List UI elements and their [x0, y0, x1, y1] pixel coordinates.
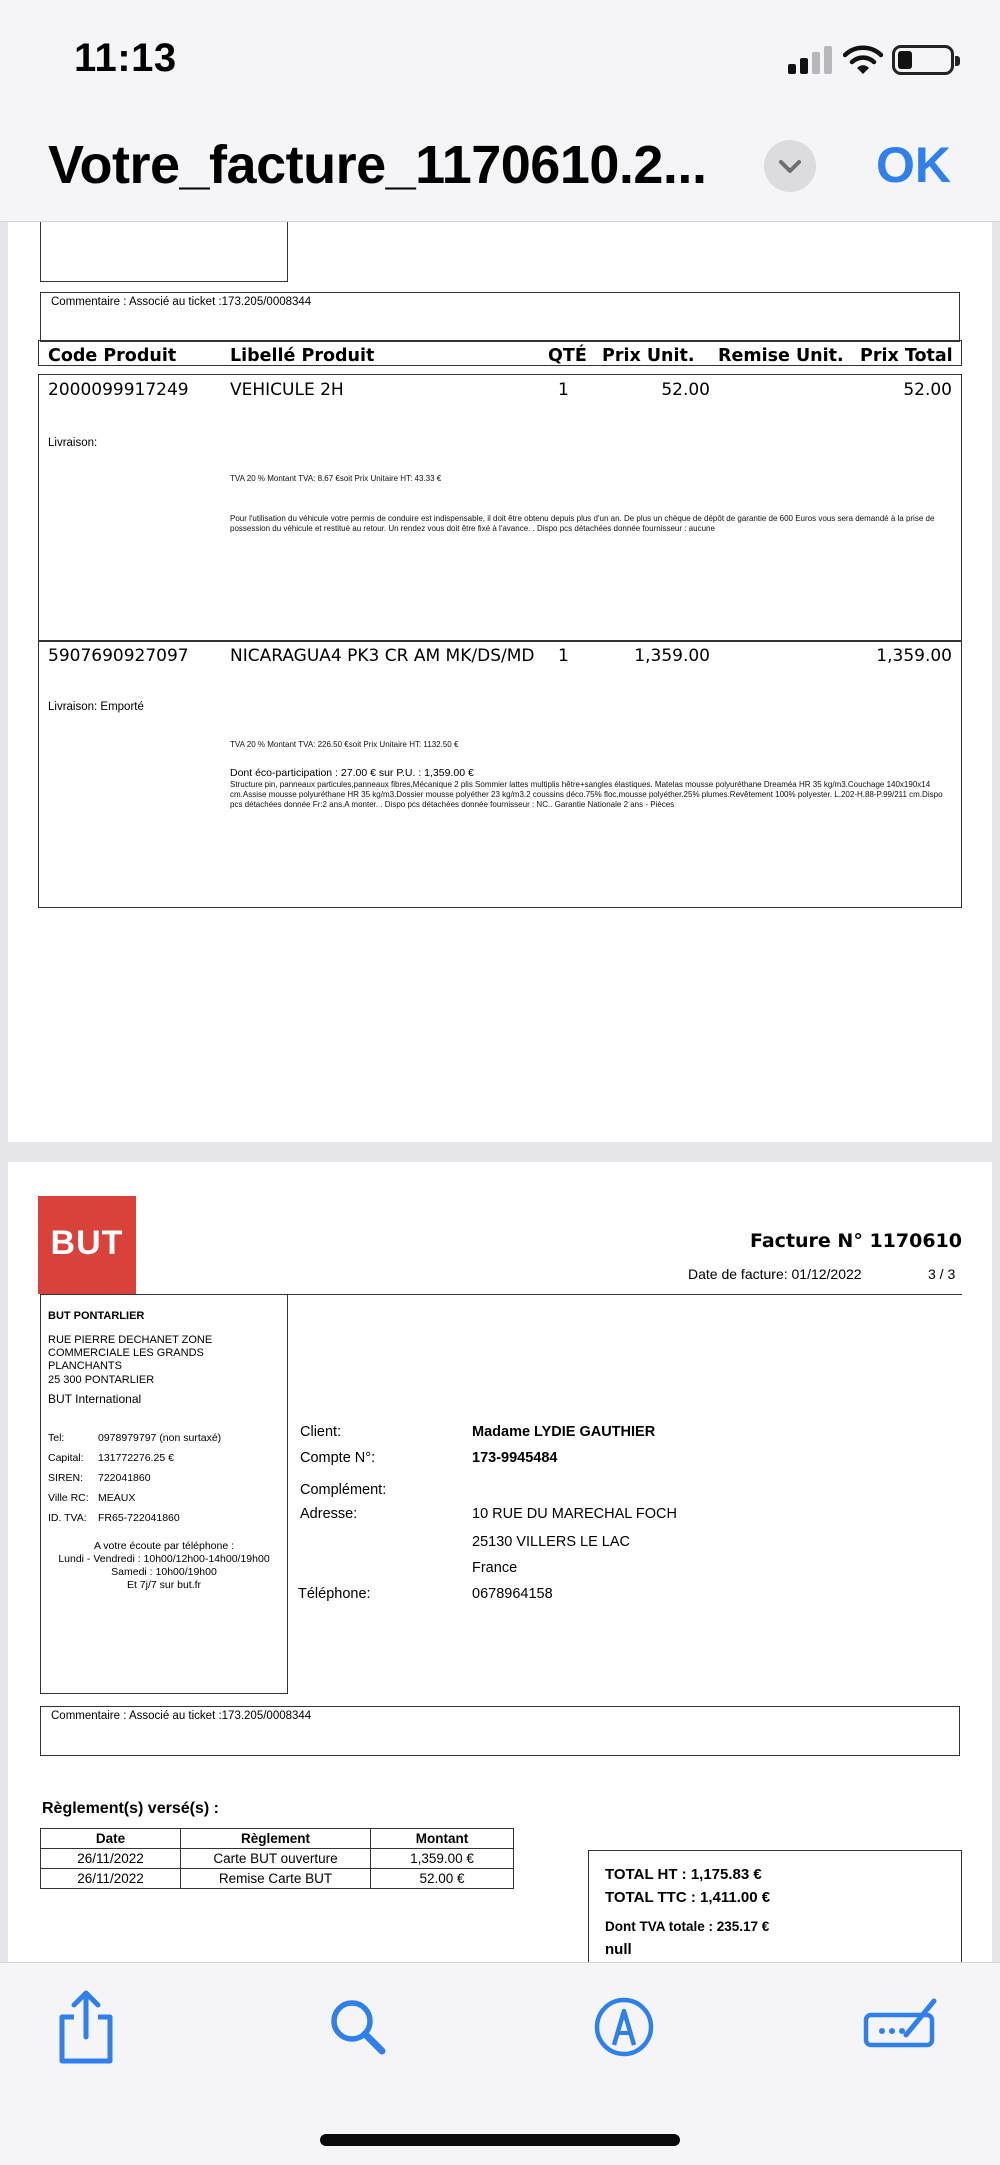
- client-label: Téléphone:: [298, 1586, 371, 1602]
- comment-box: [40, 292, 960, 342]
- store-capital: 131772276.25 €: [98, 1452, 174, 1464]
- delivery-label: Livraison:: [48, 437, 98, 449]
- client-label: Compte N°:: [300, 1450, 376, 1466]
- comment-text: Commentaire : Associé au ticket :173.205/0008344: [51, 1710, 312, 1722]
- status-time: 11:13: [74, 36, 177, 80]
- client-phone: 0678964158: [472, 1586, 553, 1602]
- column-header: Libellé Produit: [230, 346, 375, 366]
- product-total: 52.00: [903, 380, 952, 400]
- client-label: Complément:: [300, 1482, 387, 1498]
- column-header: Prix Unit.: [602, 346, 695, 366]
- search-icon: [318, 1987, 398, 2067]
- invoice-title: Facture N° 1170610: [750, 1230, 962, 1252]
- eco-participation: Dont éco-participation : 27.00 € sur P.U. : 1,359.00 €: [230, 767, 474, 779]
- product-unit-price: 52.00: [661, 380, 710, 400]
- store-label: Tel:: [48, 1432, 65, 1444]
- but-logo: BUT: [38, 1196, 136, 1294]
- table-row: 26/11/2022 Carte BUT ouverture 1,359.00 €: [41, 1849, 514, 1869]
- document-page-3: [8, 1162, 992, 1962]
- column-header: Code Produit: [48, 346, 177, 366]
- total-ht: TOTAL HT : 1,175.83 €: [605, 1866, 762, 1883]
- store-siren: 722041860: [98, 1472, 151, 1484]
- document-viewer[interactable]: [0, 222, 1000, 1962]
- product-tva: TVA 20 % Montant TVA: 226.50 €soit Prix Unitaire HT: 1132.50 €: [230, 740, 459, 749]
- product-note: Pour l'utilisation du véhicule votre permis de conduire est indispensable, il doit être obtenu depuis plus d'un an. De plus un chèque de dépôt de garantie de 600 Euros vous sera demandé à la prise de possession du véhicule et restitué au retour. Un rendez vous doit être fixé à l'avance. . Dispo pcs détachées donnée fournisseur : aucune: [230, 514, 935, 533]
- client-label: Client:: [300, 1424, 342, 1440]
- product-total: 1,359.00: [876, 646, 952, 666]
- markup-button[interactable]: [584, 1987, 664, 2067]
- client-account: 173-9945484: [472, 1450, 558, 1466]
- battery-icon: [892, 45, 954, 75]
- signature-icon: [862, 1987, 942, 2067]
- page-number: 3 / 3: [928, 1266, 956, 1282]
- signature-button[interactable]: [862, 1987, 942, 2067]
- wifi-icon: [843, 44, 883, 76]
- cellular-signal-icon: [788, 46, 834, 74]
- ok-button[interactable]: OK: [876, 137, 951, 193]
- product-code: 2000099917249: [48, 380, 189, 400]
- table-row: Date Règlement Montant: [41, 1829, 514, 1849]
- address-box-tail: [40, 222, 288, 282]
- share-icon: [46, 1987, 126, 2067]
- comment-text: Commentaire : Associé au ticket :173.205/0008344: [51, 296, 312, 308]
- store-rc: MEAUX: [98, 1492, 136, 1504]
- client-address: 25130 VILLERS LE LAC: [472, 1534, 630, 1550]
- product-label: VEHICULE 2H: [230, 380, 344, 400]
- search-button[interactable]: [318, 1987, 398, 2067]
- document-title: Votre_facture_1170610.2...: [48, 135, 707, 195]
- column-header: Prix Total: [860, 346, 953, 366]
- markup-pen-icon: [584, 1987, 664, 2067]
- store-label: Capital:: [48, 1452, 84, 1464]
- delivery-label: Livraison: Emporté: [48, 701, 144, 713]
- client-label: Adresse:: [300, 1506, 358, 1522]
- invoice-date: Date de facture: 01/12/2022: [688, 1266, 862, 1282]
- total-tva: Dont TVA totale : 235.17 €: [605, 1919, 770, 1934]
- product-tva: TVA 20 % Montant TVA: 8.67 €soit Prix Unitaire HT: 43.33 €: [230, 474, 442, 483]
- client-name: Madame LYDIE GAUTHIER: [472, 1424, 656, 1440]
- column-header: QTÉ: [548, 346, 587, 366]
- comment-box: [40, 1706, 960, 1756]
- store-hours: A votre écoute par téléphone : Lundi - Vendredi : 10h00/12h00-14h00/19h00 Samedi : 10h00/19h00 Et 7j/7 sur but.fr: [58, 1540, 270, 1591]
- chevron-down-icon: [776, 154, 804, 178]
- product-label: NICARAGUA4 PK3 CR AM MK/DS/MD: [230, 646, 535, 666]
- product-qty: 1: [558, 646, 569, 666]
- store-label: Ville RC:: [48, 1492, 89, 1504]
- product-code: 5907690927097: [48, 646, 189, 666]
- document-page-2: [8, 222, 992, 1142]
- column-header: Remise Unit.: [718, 346, 844, 366]
- status-bar: [0, 0, 1000, 120]
- table-row: [38, 640, 962, 908]
- product-unit-price: 1,359.00: [634, 646, 710, 666]
- total-extra: null: [605, 1941, 632, 1958]
- title-menu-button[interactable]: [764, 140, 816, 192]
- product-qty: 1: [558, 380, 569, 400]
- product-note: Structure pin, panneaux particules,panneaux fibres,Mécanique 2 plis Sommier lattes multiplis hêtre+sangles élastiques. Matelas mousse polyuréthane Dreaméa HR 35 kg/m3.Couchage 140x190x14 cm.Assise mousse polyuréthane HR 35 kg/m3.Dossier mousse polyéther 23 kg/m3.2 coussins déco.75% floc.mousse polyéther.25% plumes.Revêtement 100% polyester. L.202-H.88-P.99/211 cm.Dispo pcs détachées donnée Fr:2 ans.A monter. . Dispo pcs détachées donnée fournisseur : NC.. Garantie Nationale 2 ans - Pièces: [230, 780, 943, 809]
- store-address: RUE PIERRE DECHANET ZONE COMMERCIALE LES GRANDS PLANCHANTS: [48, 1334, 213, 1372]
- payments-table: [40, 1828, 514, 1889]
- store-phone: 0978979797 (non surtaxé): [98, 1432, 222, 1444]
- store-label: ID. TVA:: [48, 1512, 87, 1524]
- share-button[interactable]: [46, 1987, 126, 2067]
- payments-title: Règlement(s) versé(s) :: [42, 1800, 219, 1817]
- home-indicator[interactable]: [320, 2134, 680, 2146]
- table-row: [38, 374, 962, 642]
- store-city: 25 300 PONTARLIER: [48, 1374, 155, 1386]
- client-country: France: [472, 1560, 518, 1576]
- store-name: BUT PONTARLIER: [48, 1310, 145, 1322]
- client-address: 10 RUE DU MARECHAL FOCH: [472, 1506, 677, 1522]
- totals-box: [588, 1850, 962, 1962]
- store-company: BUT International: [48, 1392, 142, 1406]
- total-ttc: TOTAL TTC : 1,411.00 €: [605, 1889, 771, 1906]
- store-tva: FR65-722041860: [98, 1512, 180, 1524]
- store-label: SIREN:: [48, 1472, 84, 1484]
- nav-header: [0, 120, 1000, 222]
- table-row: 26/11/2022 Remise Carte BUT 52.00 €: [41, 1869, 514, 1889]
